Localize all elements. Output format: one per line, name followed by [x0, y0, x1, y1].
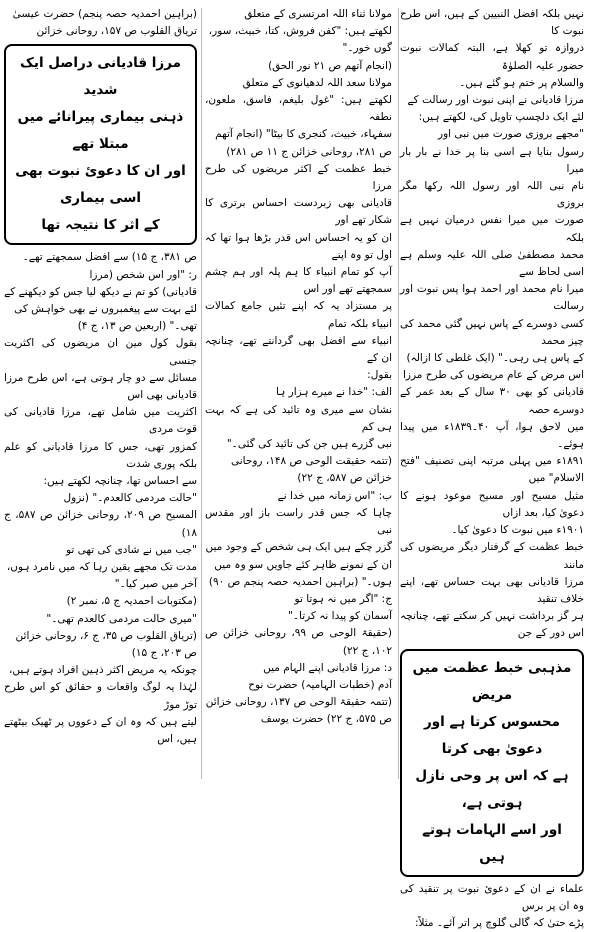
text-line: ہر گز برداشت نہیں کر سکتے تھے، چنانچہ اس دور کے جن	[400, 610, 584, 640]
right-column-text	[400, 6, 584, 643]
left-column-top-text	[4, 6, 197, 40]
text-line: قادیانی بھی زبردست احساس برتری کا شکار تھے اور	[205, 197, 392, 227]
text-line: لیتے ہیں کہ وہ ان کے دعووں پر ٹھیک بیٹھتے ہیں، اس	[4, 715, 197, 746]
column-left	[4, 6, 197, 783]
text-line: ۱۹۰۱ء میں نبوت کا دعویٰ کیا۔	[451, 524, 584, 537]
text-line: کسی دوسرے کے پاس نہیں گئی محمد کی چیز محمد	[400, 317, 584, 347]
text-line: (براہین احمدیہ حصہ پنجم) حضرت عیسیٰ	[12, 8, 197, 20]
text-line: کے پاس ہی رہی۔" (ایک غلطی کا ازالہ)	[406, 352, 584, 365]
text-line: رسول بنایا ہے اسی بنا پر خدا نے بار بار میرا	[400, 145, 584, 175]
text-line: تھی۔" (اربعین ص ۱۳، ج ۴)	[77, 320, 197, 333]
text-line: (تتمہ حقیقۃ الوحی ص ۱۳۷، روحانی خزائن	[205, 696, 392, 709]
text-line: چونکہ یہ مریض اکثر ذہین افراد ہوتے ہیں،	[9, 664, 197, 677]
text-line: اکثریت میں شامل تھے، مرزا قادیانی کی قوت مردی	[4, 406, 197, 436]
text-line: والسلام پر ختم ہو گئے ہیں۔	[459, 76, 584, 89]
text-line: بقول کول مین ان مریضوں کی اکثریت جنسی	[4, 337, 197, 367]
text-line: مدت تک مجھے یقین رہا کہ میں نامرد ہوں،	[6, 561, 197, 574]
text-line: مثیل مسیح اور مسیح موعود ہونے کا دعویٰ کیا، بعد ازاں	[400, 489, 584, 519]
text-line: گوں خور۔"	[342, 42, 392, 55]
highlight-box-left	[4, 44, 197, 245]
text-line: دروازہ تو کھلا ہے، البتہ کمالات نبوت حضور علیہ الصلوٰۃ	[400, 42, 584, 72]
text-line: خزائن ص ۵۸۷، ج ۲۲)	[297, 472, 392, 485]
text-line: ص ۳۸۱، ج ۱۵) سے افضل سمجھتے تھے۔	[22, 251, 197, 264]
text-line: (تتمہ حقیقت الوحی ص ۱۴۸، روحانی	[231, 455, 392, 468]
left-column-text	[4, 249, 197, 748]
box-text-line: ذہنی بیماری پیرانائے میں مبتلا تھے	[17, 109, 184, 153]
text-line: ان کو یہ احساس اس قدر بڑھا ہوا تھا کہ اول تو وہ اپنے	[205, 231, 392, 261]
text-line: د: مرزا قادیانی اپنے الہام میں	[263, 661, 392, 674]
text-line: لکھتے ہیں: "غول بلیغم، فاسق، ملعون، نطفہ	[205, 94, 392, 124]
box-text-line: ہے کہ اس پر وحی نازل ہوتی ہے،	[415, 767, 569, 811]
text-line: علماء نے ان کے دعوئ نبوت پر تنقید کی وہ ان پر برس	[400, 882, 584, 912]
text-line: پڑے حتیٰ کہ گالی گلوچ پر اتر آئے۔ مثلاً:	[414, 916, 584, 929]
text-line: کمزور تھی، جس کا مرزا قادیانی کو علم بلکہ پوری شدت	[4, 440, 197, 470]
text-line: "میری حالت مردمی کالعدم تھی۔"	[46, 612, 197, 625]
text-line: (حقیقۃ الوحی ص ۹۹، روحانی خزائن ص ۱۰۲، ج ۲۲)	[205, 627, 392, 657]
text-line: "مجھے بروزی صورت میں نبی اور	[438, 128, 584, 141]
text-line: لئے ایک دلچسپ تاویل کی، لکھتے ہیں:	[418, 111, 584, 124]
text-line: قادیانی) کو تم نے دیکھ لیا جس کو دیکھنے کے	[4, 285, 197, 298]
column-divider	[398, 8, 399, 779]
text-line: ہوں۔" (براہین احمدیہ حصہ پنجم ص ۹۰)	[208, 575, 392, 588]
text-line: ص ۲۰۳، ج ۱۵)	[131, 647, 197, 660]
text-line: میرا نام محمد اور احمد ہوا پس نبوت اور رسالت	[400, 283, 584, 313]
text-line: انبیاء سے افضل بھی گردانتے تھے، چنانچہ ان کے	[205, 334, 392, 365]
text-line: بقول:	[367, 369, 392, 382]
column-middle	[205, 6, 392, 783]
box-text-line: محسوس کرتا ہے اور دعویٰ بھی کرتا	[423, 713, 560, 757]
text-line: مرزا قادیانی بھی بہت حساس تھے، اپنے خلاف تنقید	[400, 575, 584, 605]
text-line: سے احساس تھا، چنانچہ لکھتے ہیں:	[43, 475, 197, 488]
text-line: (مکتوبات احمدیہ ج ۵، نمبر ۲)	[66, 595, 197, 608]
text-line: خبط عظمت کے گرفتار دیگر مریضوں کی مانند	[400, 541, 584, 571]
right-column-bottom-text	[400, 881, 584, 932]
text-line: "جب میں نے شادی کی تھی تو	[65, 543, 197, 556]
text-line: نبی گزرے ہیں جن کی تائید کی گئی۔"	[226, 438, 392, 451]
text-line: "حالت مردمی کالعدم۔" (نزول	[63, 492, 197, 505]
text-line: تریاق القلوب ص ۱۵۷، روحانی خزائن	[36, 25, 197, 38]
text-line: لئے بہت سے پیغمبروں نے بھی خواہش کی	[14, 303, 197, 316]
box-text-line: اور ان کا دعوئ نبوت بھی اسی بیماری	[15, 163, 186, 207]
text-line: سفہاء، خبیث، کنجری کا بیٹا" (انجام آتھم	[215, 128, 392, 141]
text-line: ص ۵۷۵، ج ۲۲) حضرت یوسف	[260, 713, 392, 726]
text-line: ب: "اس زمانہ میں خدا نے	[277, 489, 392, 502]
text-line: نام نبی اللہ اور رسول اللہ رکھا مگر بروزی	[400, 180, 584, 210]
text-line: لہٰذا یہ لوگ واقعات و حقائق کو اس طرح توڑ موڑ	[4, 681, 197, 711]
text-line: آدم (خطبات الہامیہ) حضرت نوح	[248, 678, 392, 691]
text-line: نشان سے میری وہ تائید کی ہے کہ بہت ہی کم	[205, 403, 392, 433]
box-text-line: اور اسے الہامات ہوتے ہیں	[422, 821, 562, 865]
text-line: ۱۸۹۱ء میں پہلی مرتبہ اپنی تصنیف "فتح الاسلام" میں	[400, 455, 584, 485]
text-line: محمد مصطفیٰ صلی اللہ علیہ وسلم ہے اسی لحاظ سے	[400, 248, 584, 279]
text-line: میں لاحق ہوا، آپ ۴۰۔۱۸۳۹ء میں پیدا ہوئے۔	[400, 420, 584, 451]
text-line: اس مرض کے عام مریضوں کی طرح مرزا	[403, 369, 584, 382]
text-line: الف: "خدا نے میرے ہزار ہا	[275, 386, 392, 399]
box-text-line: مذہبی خبط عظمت میں مریض	[412, 659, 572, 703]
text-line: آپ کو تمام انبیاء کا ہم پلہ اور ہم چشم سمجھتے تھے اور اس	[205, 266, 392, 296]
text-line: ص ۲۸۱، روحانی خزائن ج ۱۱ ص ۲۸۱)	[226, 145, 392, 158]
text-line: مولانا ثناء اللہ امرتسری کے متعلق	[244, 8, 392, 20]
text-line: (تریاق القلوب ص ۳۵، ج ۶، روحانی خزائن	[15, 629, 197, 642]
column-right	[400, 6, 584, 929]
text-line: خبط عظمت کے اکثر مریضوں کی طرح مرزا	[205, 162, 392, 193]
column-divider	[201, 8, 202, 779]
text-line: صورت میں میرا نفس درمیان نہیں ہے بلکہ	[400, 214, 584, 244]
middle-column-text	[205, 6, 392, 729]
text-line: پر مستزاد یہ کہ اپنے تئیں جامع کمالات انبیاء بلکہ تمام	[205, 300, 392, 330]
text-line: ر: "اور اس شخص (مرزا	[89, 268, 197, 281]
text-line: المسیح ص ۲۰۹، روحانی خزائن ص ۵۸۷، ج ۱۸)	[4, 509, 197, 539]
text-line: مولانا سعد اللہ لدھیانوی کے متعلق	[242, 76, 392, 89]
text-line: مرزا قادیانی نے اپنی نبوت اور رسالت کے	[407, 94, 584, 107]
text-line: گزر چکے ہیں ایک ہی شخص کے وجود میں	[205, 541, 392, 554]
text-line: مسائل سے دو چار ہوتی ہے، اس طرح مرزا قادیانی بھی اس	[4, 371, 197, 402]
text-line: چاہا کہ جس قدر راست باز اور مقدس نبی	[205, 506, 392, 537]
highlight-box-right	[400, 649, 584, 877]
text-line: ج: "اگر میں نہ ہوتا تو	[294, 592, 392, 605]
text-line: (انجام آتھم ص ۲۱ نور الحق)	[268, 59, 392, 72]
text-line: نہیں بلکہ افضل النبیین کے ہیں، اس طرح نبوت کا	[400, 8, 584, 38]
text-line: آسمان کو پیدا نہ کرتا۔"	[288, 610, 392, 623]
text-line: قادیانی کو بھی ۳۰ سال کے بعد عمر کے دوسرے حصہ	[400, 386, 584, 416]
box-text-line: مرزا قادیانی دراصل ایک شدید	[20, 55, 181, 99]
text-line: لکھتے ہیں: "کفن فروش، کتا، خبیث، سور،	[208, 25, 392, 38]
box-text-line: کے اثر کا نتیجہ تھا	[41, 217, 160, 234]
text-line: آخر میں صبر کیا۔"	[114, 578, 197, 591]
text-line: ان کے نمونے ظاہر کئے جاویں سو وہ میں	[214, 558, 392, 571]
